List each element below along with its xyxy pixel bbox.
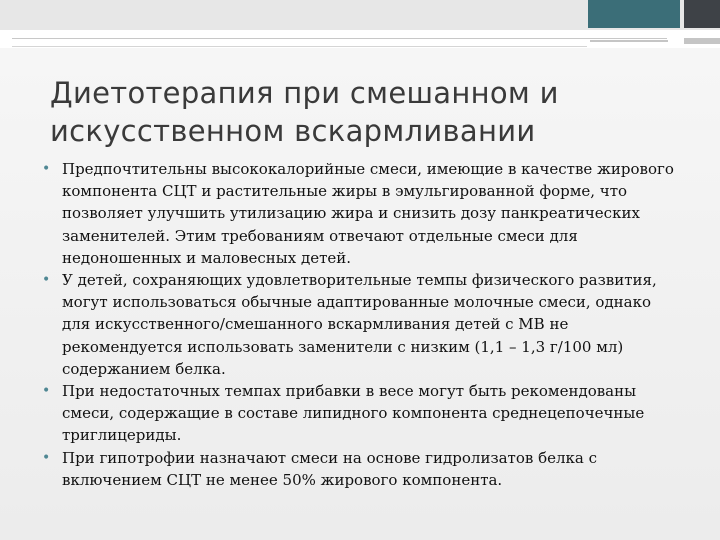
bullet-text: У детей, сохраняющих удовлетворительные темпы физического развития, могут использоваться обычные адаптированные молочные смеси, однако для искусственного/смешанного вскармливания детей с МВ не рекомендуется использовать заменители с низким (1,1 – 1,3 г/100 мл) содержанием белка. bbox=[62, 271, 657, 378]
bullet-item bbox=[40, 447, 680, 491]
bullet-text: При недостаточных темпах прибавки в весе могут быть рекомендованы смеси, содержащие в составе липидного компонента среднецепочечные триглицериды. bbox=[62, 382, 645, 445]
bullet-icon: • bbox=[42, 449, 51, 466]
bullet-icon: • bbox=[42, 272, 51, 289]
accent-block-teal bbox=[588, 0, 680, 28]
bullet-item bbox=[40, 158, 680, 269]
slide-title-line-1: Диетотерапия при смешанном и bbox=[50, 76, 559, 110]
header-rule-accent bbox=[590, 40, 668, 42]
accent-block-dark bbox=[684, 0, 720, 28]
bullet-icon: • bbox=[42, 161, 51, 177]
bullet-list bbox=[40, 158, 680, 491]
bullet-text: Предпочтительны высококалорийные смеси, имеющие в качестве жирового компонента СЦТ и растительные жиры в эмульгированной форме, что позволяет улучшить утилизацию жира и снизить дозу панкреатических заменителей. Этим требованиям отвечают отдельные смеси для недоношенных и маловесных детей. bbox=[62, 160, 674, 267]
header-rule-secondary bbox=[12, 46, 587, 47]
slide-title bbox=[50, 74, 670, 150]
slide-title-line-2: искусственном вскармливании bbox=[50, 114, 536, 148]
header-rule bbox=[12, 38, 667, 39]
header-rule-corner bbox=[684, 38, 720, 44]
bullet-icon: • bbox=[42, 383, 51, 400]
bullet-text: При гипотрофии назначают смеси на основе гидролизатов белка с включением СЦТ не менее 50% жирового компонента. bbox=[62, 448, 598, 489]
bullet-item bbox=[40, 380, 680, 447]
bullet-item bbox=[40, 269, 680, 380]
